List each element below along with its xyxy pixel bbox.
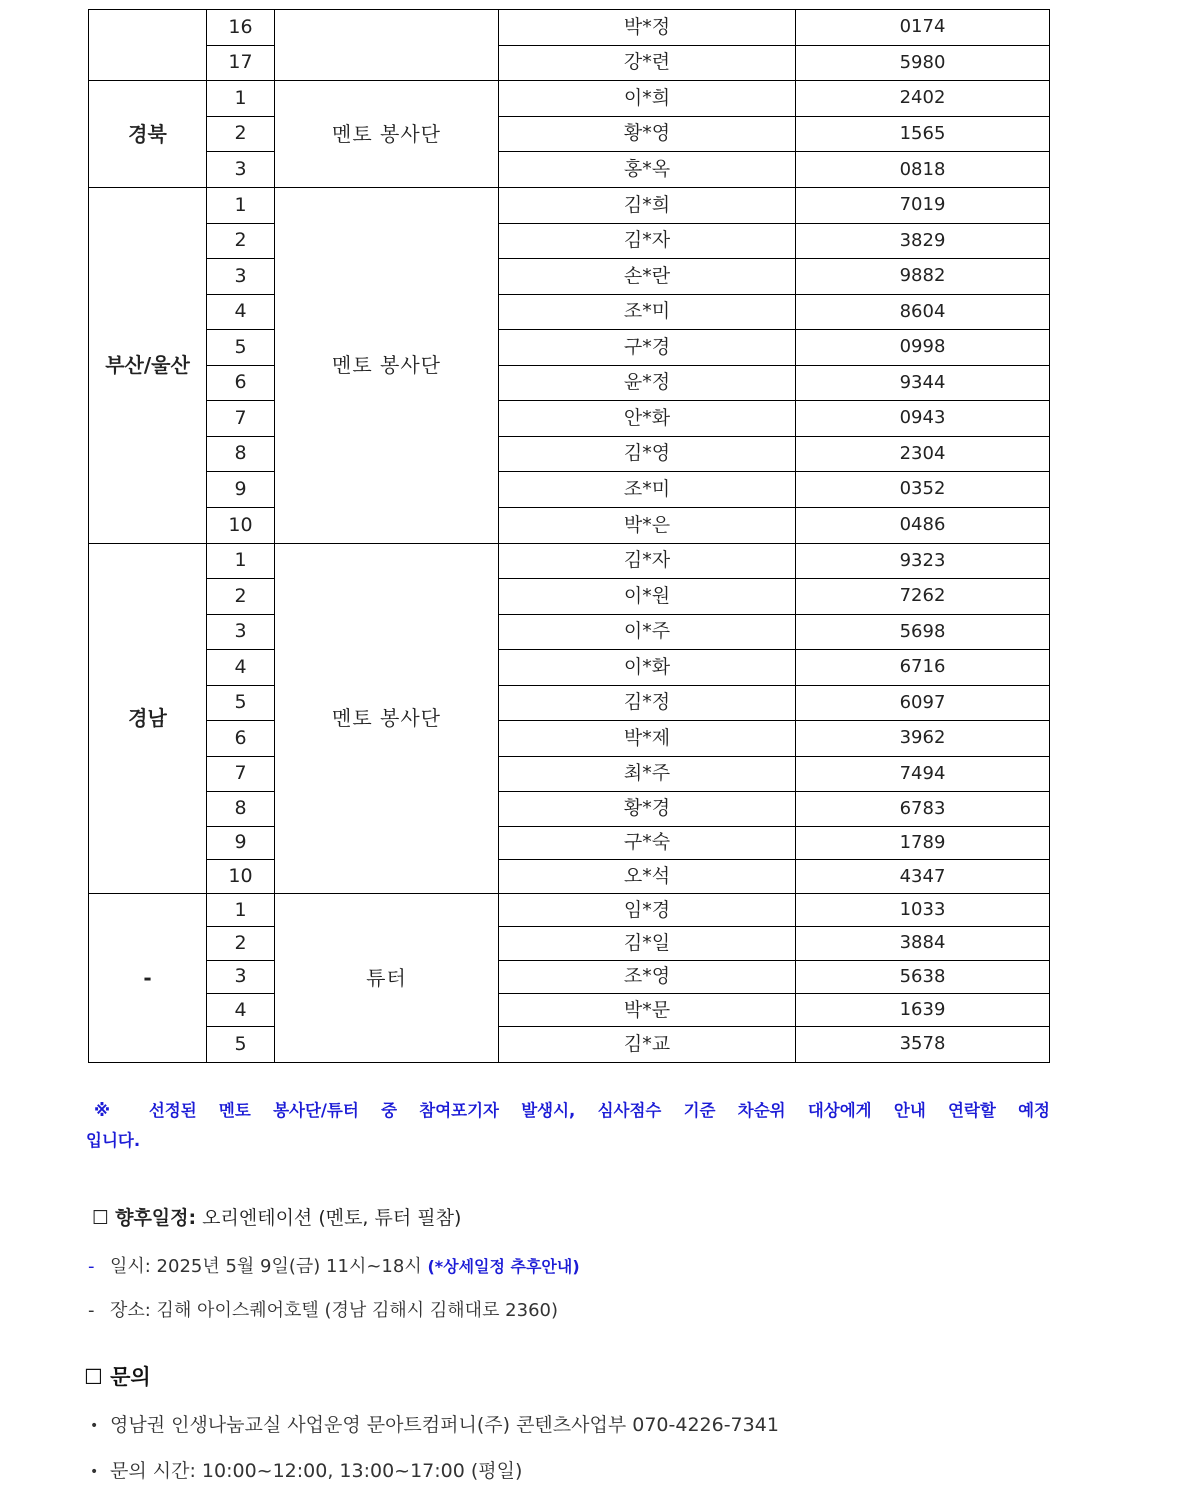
name-cell: 홍*옥 xyxy=(499,152,796,188)
schedule-title xyxy=(92,1203,461,1230)
number-cell: 1 xyxy=(207,188,275,224)
number-cell: 4 xyxy=(207,294,275,330)
number-cell: 1 xyxy=(207,81,275,117)
number-cell: 5 xyxy=(207,330,275,366)
name-cell: 조*미 xyxy=(499,472,796,508)
name-cell: 황*영 xyxy=(499,116,796,152)
table-row xyxy=(89,188,1050,224)
selection-notice xyxy=(86,1096,1050,1156)
table-row xyxy=(89,994,1050,1027)
number-cell: 3 xyxy=(207,259,275,295)
table-row xyxy=(89,152,1050,188)
table-row xyxy=(89,294,1050,330)
number-cell: 6 xyxy=(207,365,275,401)
schedule-title-text: 오리엔테이션 (멘토, 튜터 필참) xyxy=(196,1207,462,1229)
table-row xyxy=(89,960,1050,994)
schedule-date-note: (*상세일정 추후안내) xyxy=(427,1257,580,1276)
table-row xyxy=(89,927,1050,961)
role-cell xyxy=(275,10,499,81)
inquiry-contact xyxy=(90,1410,779,1437)
name-cell: 구*경 xyxy=(499,330,796,366)
code-cell: 5980 xyxy=(796,45,1050,81)
name-cell: 오*석 xyxy=(499,860,796,894)
code-cell: 9882 xyxy=(796,259,1050,295)
code-cell: 8604 xyxy=(796,294,1050,330)
number-cell: 2 xyxy=(207,223,275,259)
code-cell: 9323 xyxy=(796,543,1050,579)
code-cell: 7262 xyxy=(796,579,1050,615)
code-cell: 6783 xyxy=(796,792,1050,827)
number-cell: 10 xyxy=(207,507,275,543)
roster-body xyxy=(89,10,1050,1063)
code-cell: 4347 xyxy=(796,860,1050,894)
number-cell: 3 xyxy=(207,960,275,994)
name-cell: 안*화 xyxy=(499,401,796,437)
inquiry-hours-text: 문의 시간: 10:00~12:00, 13:00~17:00 (평일) xyxy=(110,1460,523,1482)
table-row xyxy=(89,10,1050,46)
region-cell: - xyxy=(89,894,207,1063)
number-cell: 8 xyxy=(207,792,275,827)
name-cell: 김*영 xyxy=(499,436,796,472)
notice-line-2: 입니다. xyxy=(86,1131,141,1150)
table-row xyxy=(89,436,1050,472)
schedule-place-text: 장소: 김해 아이스퀘어호텔 (경남 김해시 김해대로 2360) xyxy=(110,1300,559,1321)
number-cell: 8 xyxy=(207,436,275,472)
code-cell: 1789 xyxy=(796,826,1050,860)
table-row xyxy=(89,792,1050,827)
code-cell: 2402 xyxy=(796,81,1050,117)
table-row xyxy=(89,330,1050,366)
code-cell: 1565 xyxy=(796,116,1050,152)
name-cell: 윤*정 xyxy=(499,365,796,401)
name-cell: 구*숙 xyxy=(499,826,796,860)
table-row xyxy=(89,507,1050,543)
code-cell: 0486 xyxy=(796,507,1050,543)
number-cell: 4 xyxy=(207,650,275,686)
number-cell: 7 xyxy=(207,756,275,792)
number-cell: 17 xyxy=(207,45,275,81)
table-row xyxy=(89,826,1050,860)
name-cell: 조*영 xyxy=(499,960,796,994)
name-cell: 박*정 xyxy=(499,10,796,46)
number-cell: 1 xyxy=(207,543,275,579)
table-row xyxy=(89,685,1050,721)
schedule-place xyxy=(88,1296,558,1322)
name-cell: 황*경 xyxy=(499,792,796,827)
number-cell: 7 xyxy=(207,401,275,437)
number-cell: 2 xyxy=(207,579,275,615)
bullet-icon: • xyxy=(90,1417,99,1434)
number-cell: 3 xyxy=(207,152,275,188)
name-cell: 박*은 xyxy=(499,507,796,543)
table-row xyxy=(89,401,1050,437)
table-row xyxy=(89,721,1050,757)
region-cell xyxy=(89,10,207,81)
number-cell: 2 xyxy=(207,116,275,152)
role-cell: 멘토 봉사단 xyxy=(275,188,499,544)
table-row xyxy=(89,472,1050,508)
name-cell: 임*경 xyxy=(499,894,796,927)
code-cell: 5698 xyxy=(796,614,1050,650)
inquiry-contact-text: 영남권 인생나눔교실 사업운영 문아트컴퍼니(주) 콘텐츠사업부 070-4226-7341 xyxy=(110,1414,779,1436)
schedule-label: 향후일정: xyxy=(115,1207,197,1229)
name-cell: 손*란 xyxy=(499,259,796,295)
code-cell: 9344 xyxy=(796,365,1050,401)
table-row xyxy=(89,116,1050,152)
name-cell: 이*원 xyxy=(499,579,796,615)
code-cell: 5638 xyxy=(796,960,1050,994)
dash-icon: - xyxy=(88,1256,95,1277)
number-cell: 6 xyxy=(207,721,275,757)
region-cell: 부산/울산 xyxy=(89,188,207,544)
bullet-icon: • xyxy=(90,1463,99,1480)
table-row xyxy=(89,650,1050,686)
region-cell: 경남 xyxy=(89,543,207,894)
table-row xyxy=(89,614,1050,650)
code-cell: 6097 xyxy=(796,685,1050,721)
name-cell: 이*주 xyxy=(499,614,796,650)
code-cell: 6716 xyxy=(796,650,1050,686)
region-cell: 경북 xyxy=(89,81,207,188)
table-row xyxy=(89,365,1050,401)
number-cell: 9 xyxy=(207,472,275,508)
schedule-date-text: 일시: 2025년 5월 9일(금) 11시~18시 xyxy=(110,1256,428,1277)
number-cell: 2 xyxy=(207,927,275,961)
inquiry-hours xyxy=(90,1456,522,1483)
name-cell: 김*일 xyxy=(499,927,796,961)
number-cell: 10 xyxy=(207,860,275,894)
inquiry-title: ☐ 문의 xyxy=(84,1365,151,1389)
code-cell: 1033 xyxy=(796,894,1050,927)
code-cell: 1639 xyxy=(796,994,1050,1027)
code-cell: 7019 xyxy=(796,188,1050,224)
code-cell: 0943 xyxy=(796,401,1050,437)
number-cell: 9 xyxy=(207,826,275,860)
name-cell: 박*제 xyxy=(499,721,796,757)
code-cell: 0998 xyxy=(796,330,1050,366)
name-cell: 김*자 xyxy=(499,223,796,259)
name-cell: 김*희 xyxy=(499,188,796,224)
table-row xyxy=(89,894,1050,927)
dash-icon: - xyxy=(88,1300,95,1321)
code-cell: 3578 xyxy=(796,1027,1050,1063)
table-row xyxy=(89,223,1050,259)
roster-table xyxy=(88,9,1050,1063)
table-row xyxy=(89,756,1050,792)
table-row xyxy=(89,45,1050,81)
table-row xyxy=(89,860,1050,894)
name-cell: 김*자 xyxy=(499,543,796,579)
name-cell: 김*정 xyxy=(499,685,796,721)
table-row xyxy=(89,81,1050,117)
code-cell: 0818 xyxy=(796,152,1050,188)
code-cell: 3884 xyxy=(796,927,1050,961)
number-cell: 16 xyxy=(207,10,275,46)
code-cell: 7494 xyxy=(796,756,1050,792)
code-cell: 3829 xyxy=(796,223,1050,259)
name-cell: 조*미 xyxy=(499,294,796,330)
name-cell: 최*주 xyxy=(499,756,796,792)
number-cell: 3 xyxy=(207,614,275,650)
number-cell: 5 xyxy=(207,1027,275,1063)
number-cell: 1 xyxy=(207,894,275,927)
table-row xyxy=(89,579,1050,615)
name-cell: 이*화 xyxy=(499,650,796,686)
name-cell: 강*련 xyxy=(499,45,796,81)
name-cell: 박*문 xyxy=(499,994,796,1027)
code-cell: 3962 xyxy=(796,721,1050,757)
table-row xyxy=(89,543,1050,579)
number-cell: 5 xyxy=(207,685,275,721)
table-row xyxy=(89,1027,1050,1063)
role-cell: 멘토 봉사단 xyxy=(275,81,499,188)
schedule-date xyxy=(88,1252,580,1278)
name-cell: 김*교 xyxy=(499,1027,796,1063)
table-row xyxy=(89,259,1050,295)
number-cell: 4 xyxy=(207,994,275,1027)
code-cell: 0352 xyxy=(796,472,1050,508)
name-cell: 이*희 xyxy=(499,81,796,117)
role-cell: 멘토 봉사단 xyxy=(275,543,499,894)
checkbox-icon: ☐ xyxy=(92,1207,110,1229)
code-cell: 2304 xyxy=(796,436,1050,472)
role-cell: 튜터 xyxy=(275,894,499,1063)
code-cell: 0174 xyxy=(796,10,1050,46)
notice-line-1: ※ 선정된 멘토 봉사단/튜터 중 참여포기자 발생시, 심사점수 기준 차순위 대상에게 안내 연락할 예정 xyxy=(94,1101,1050,1120)
